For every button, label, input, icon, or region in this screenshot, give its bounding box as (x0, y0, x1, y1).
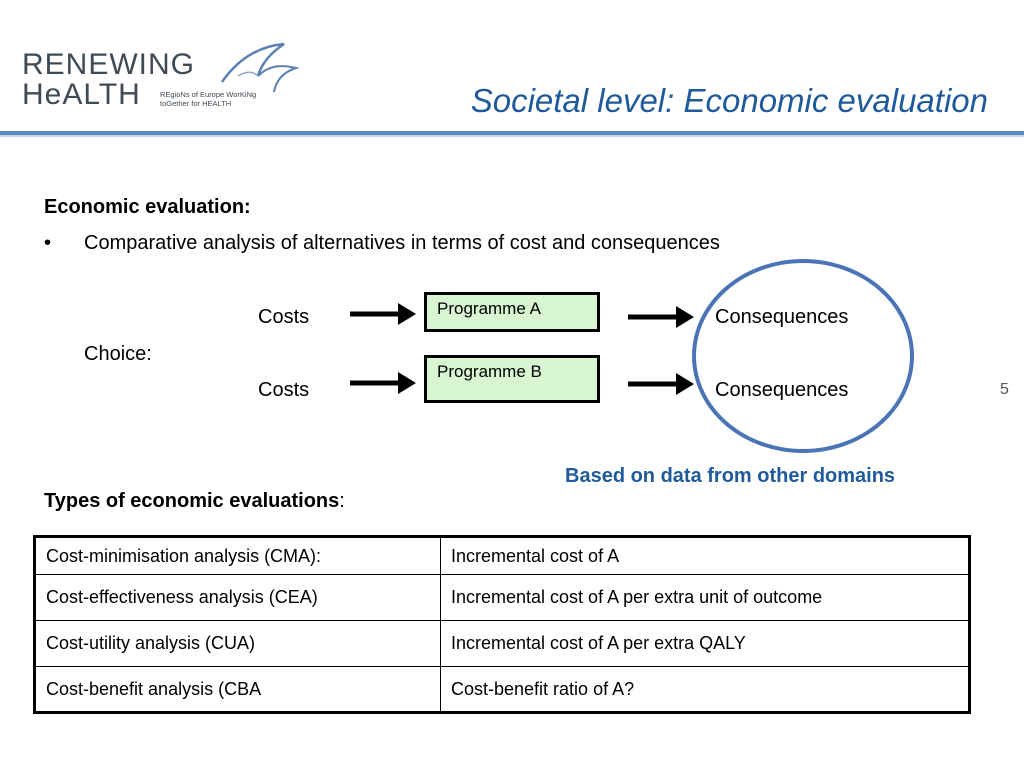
table-row (35, 667, 970, 713)
programme-a-label: Programme A (437, 299, 541, 318)
bird-swoosh-icon (218, 36, 302, 96)
slide-title: Societal level: Economic evaluation (470, 82, 988, 119)
logo-tagline-line1: REgioNs of Europe WorKiNg (160, 90, 257, 99)
programme-a-box (424, 292, 600, 332)
bullet-marker: • (44, 232, 52, 254)
arrow-right-icon (628, 303, 696, 331)
table-cell: Cost-benefit analysis (CBA (35, 667, 441, 713)
types-heading-text: Types of economic evaluations (44, 490, 340, 512)
logo-wordmark-line1: RENEWING (22, 48, 195, 81)
consequences-highlight-circle (692, 259, 914, 453)
costs-label-a: Costs (258, 306, 310, 328)
choice-label: Choice: (84, 343, 152, 365)
programme-b-label: Programme B (437, 362, 542, 381)
page-number-fragment: 5 (1000, 381, 1009, 398)
header-divider-shadow (0, 135, 1024, 137)
logo-tagline-line2: toGether for HEALTH (160, 99, 232, 108)
consequences-label-b: Consequences (715, 379, 849, 401)
table-cell: Incremental cost of A per extra unit of outcome (441, 575, 970, 621)
table-cell: Cost-minimisation analysis (CMA): (35, 537, 441, 575)
logo-wordmark-line2: HeALTH (22, 78, 141, 111)
arrow-right-icon (350, 300, 418, 328)
table-row (35, 575, 970, 621)
table-cell: Cost-effectiveness analysis (CEA) (35, 575, 441, 621)
arrow-right-icon (350, 369, 418, 397)
types-heading (44, 489, 345, 513)
table-row (35, 537, 970, 575)
programme-b-box (424, 355, 600, 403)
renewing-health-logo (22, 36, 292, 116)
table-cell: Cost-utility analysis (CUA) (35, 621, 441, 667)
economic-evaluation-heading: Economic evaluation: (44, 196, 251, 218)
arrow-right-icon (628, 370, 696, 398)
consequences-label-a: Consequences (715, 306, 849, 328)
table-cell: Incremental cost of A per extra QALY (441, 621, 970, 667)
types-heading-colon: : (339, 490, 345, 512)
data-source-note: Based on data from other domains (565, 465, 896, 487)
table-cell: Incremental cost of A (441, 537, 970, 575)
bullet-text: Comparative analysis of alternatives in terms of cost and consequences (84, 232, 720, 254)
evaluation-types-table (33, 535, 971, 714)
table-row (35, 621, 970, 667)
table-cell: Cost-benefit ratio of A? (441, 667, 970, 713)
costs-label-b: Costs (258, 379, 310, 401)
